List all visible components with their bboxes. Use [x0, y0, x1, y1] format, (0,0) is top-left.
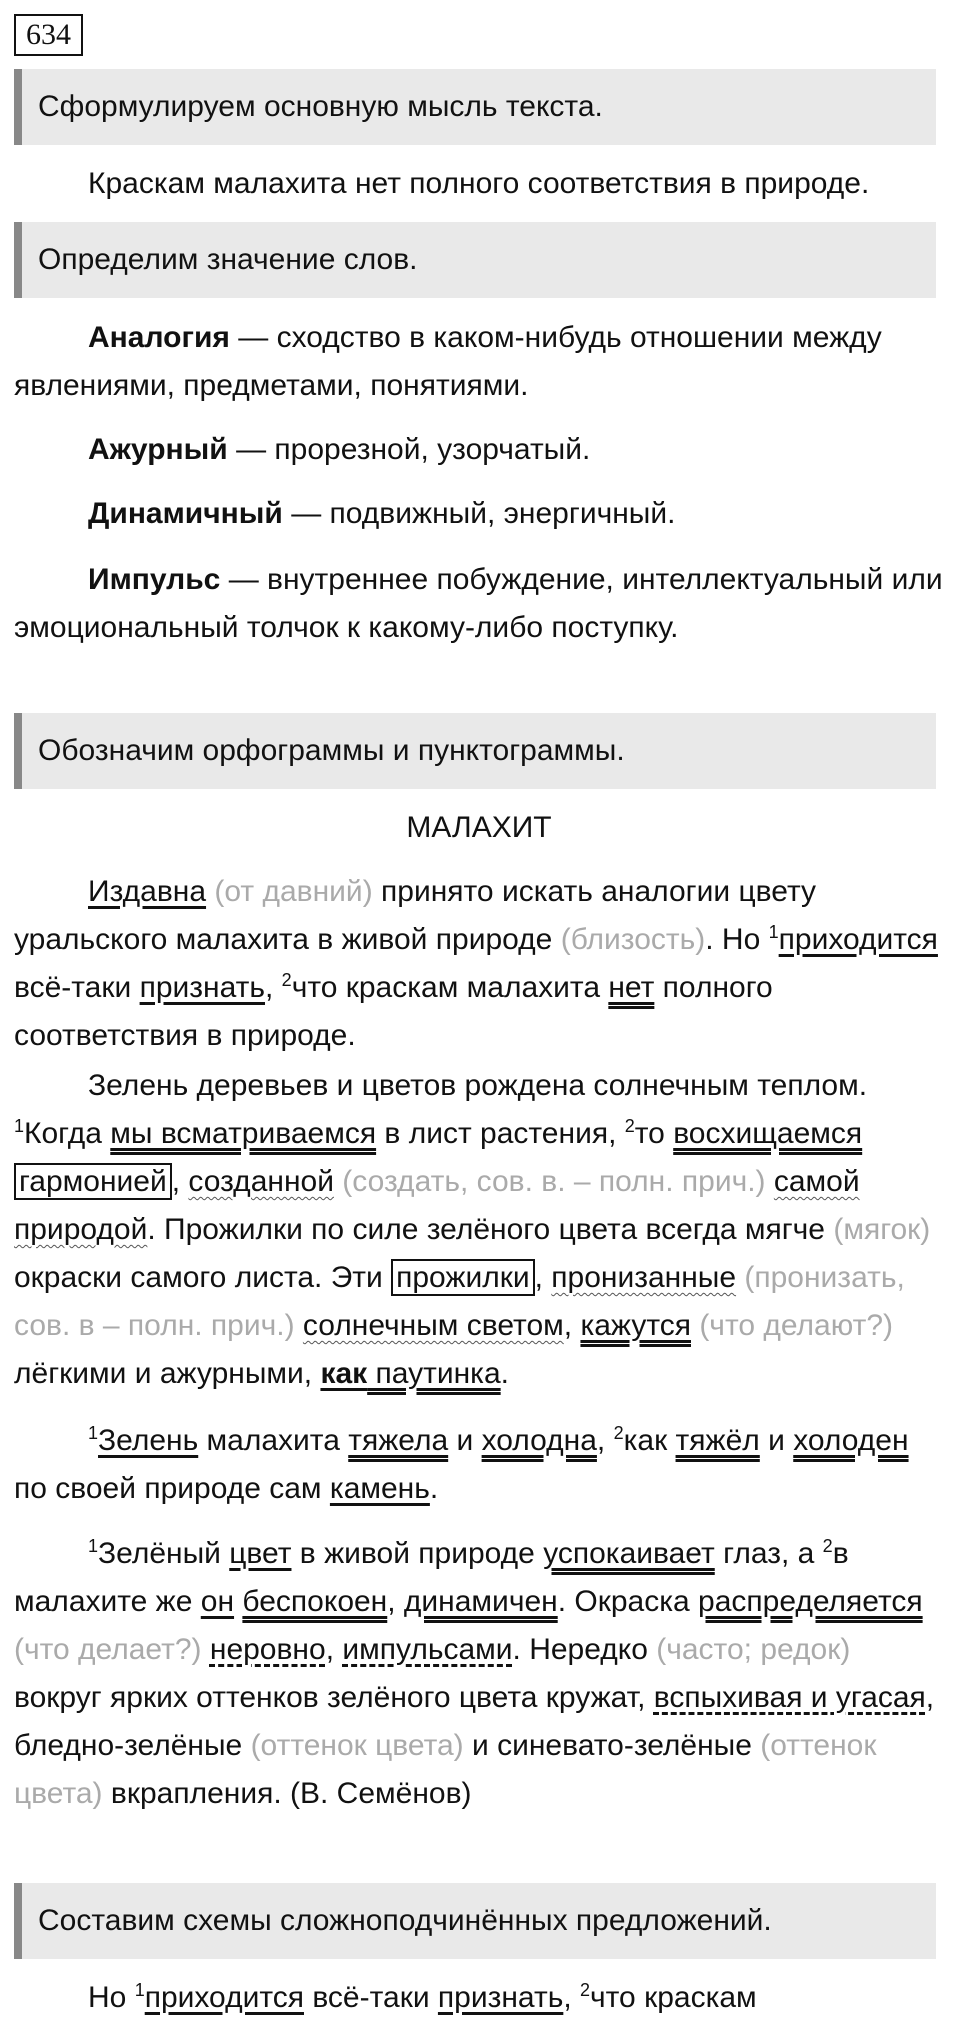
definition-dinamichny [14, 490, 944, 538]
section-header-schemes: Составим схемы сложноподчинённых предложений. [14, 1883, 936, 1959]
text-paragraph-1: Издавна (от давний) принято искать аналогии цвету уральского малахита в живой природе (близость). Но $^1$приходится всё-таки признать, $^2$что краскам малахита нет полного соответствия в природе. [14, 875, 938, 1052]
text-paragraph-5: Но $^1$приходится всё-таки признать, $^2$что краскам [88, 1980, 757, 2014]
definition-text: — подвижный, энергичный. [282, 497, 676, 530]
definition-term: Импульс [88, 563, 221, 596]
task-number: 634 [14, 14, 83, 56]
definition-text: — прорезной, узорчатый. [227, 433, 591, 466]
text-title: МАЛАХИТ [406, 811, 552, 844]
main-idea-text: Краскам малахита нет полного соответствия в природе. [88, 167, 870, 200]
definition-impuls [14, 556, 944, 652]
definition-term: Ажурный [88, 433, 228, 466]
text-paragraph-2: Зелень деревьев и цветов рождена солнечным теплом. $^1$Когда мы всматриваемся в лист растения, $^2$то восхищаемся гармонией , созданной (создать, сов. в. – полн. прич.) самой природой. Прожилки по силе зелёного цвета всегда мягче (мягок) окраски самого листа. Эти прожилки , пронизанные (пронизать, сов. в – полн. прич.) солнечным светом, кажутся (что делают?) лёгкими и ажурными, как паутинка. [14, 1069, 931, 1390]
definition-analogy [14, 314, 944, 410]
definition-term: Аналогия [88, 321, 230, 354]
text-paragraph-4: $^1$Зелёный цвет в живой природе успокаивает глаз, а $^2$в малахите же он беспокоен, динамичен. Окраска распределяется (что делает?) неровно, импульсами. Нередко (часто; редок) вокруг ярких оттенков зелёного цвета кружат, вспыхивая и угасая, бледно-зелёные (оттенок цвета) и синевато-зелёные (оттенок цвета) вкрапления. (В. Семёнов) [14, 1536, 935, 1810]
section-header-main-idea: Сформулируем основную мысль текста. [14, 69, 936, 145]
definition-azhurny [14, 426, 944, 474]
definition-term: Динамичный [88, 497, 283, 530]
definition-text: — сходство в каком-нибудь отношении между явлениями, предметами, понятиями. [14, 321, 882, 402]
section-header-orthograms: Обозначим орфограммы и пунктограммы. [14, 713, 936, 789]
text-paragraph-3: $^1$Зелень малахита тяжела и холодна, $^2$как тяжёл и холоден по своей природе сам камень. [14, 1423, 909, 1505]
definition-text: — внутреннее побуждение, интеллектуальный или эмоциональный толчок к какому-либо поступку. [14, 563, 943, 644]
section-header-definitions: Определим значение слов. [14, 222, 936, 298]
